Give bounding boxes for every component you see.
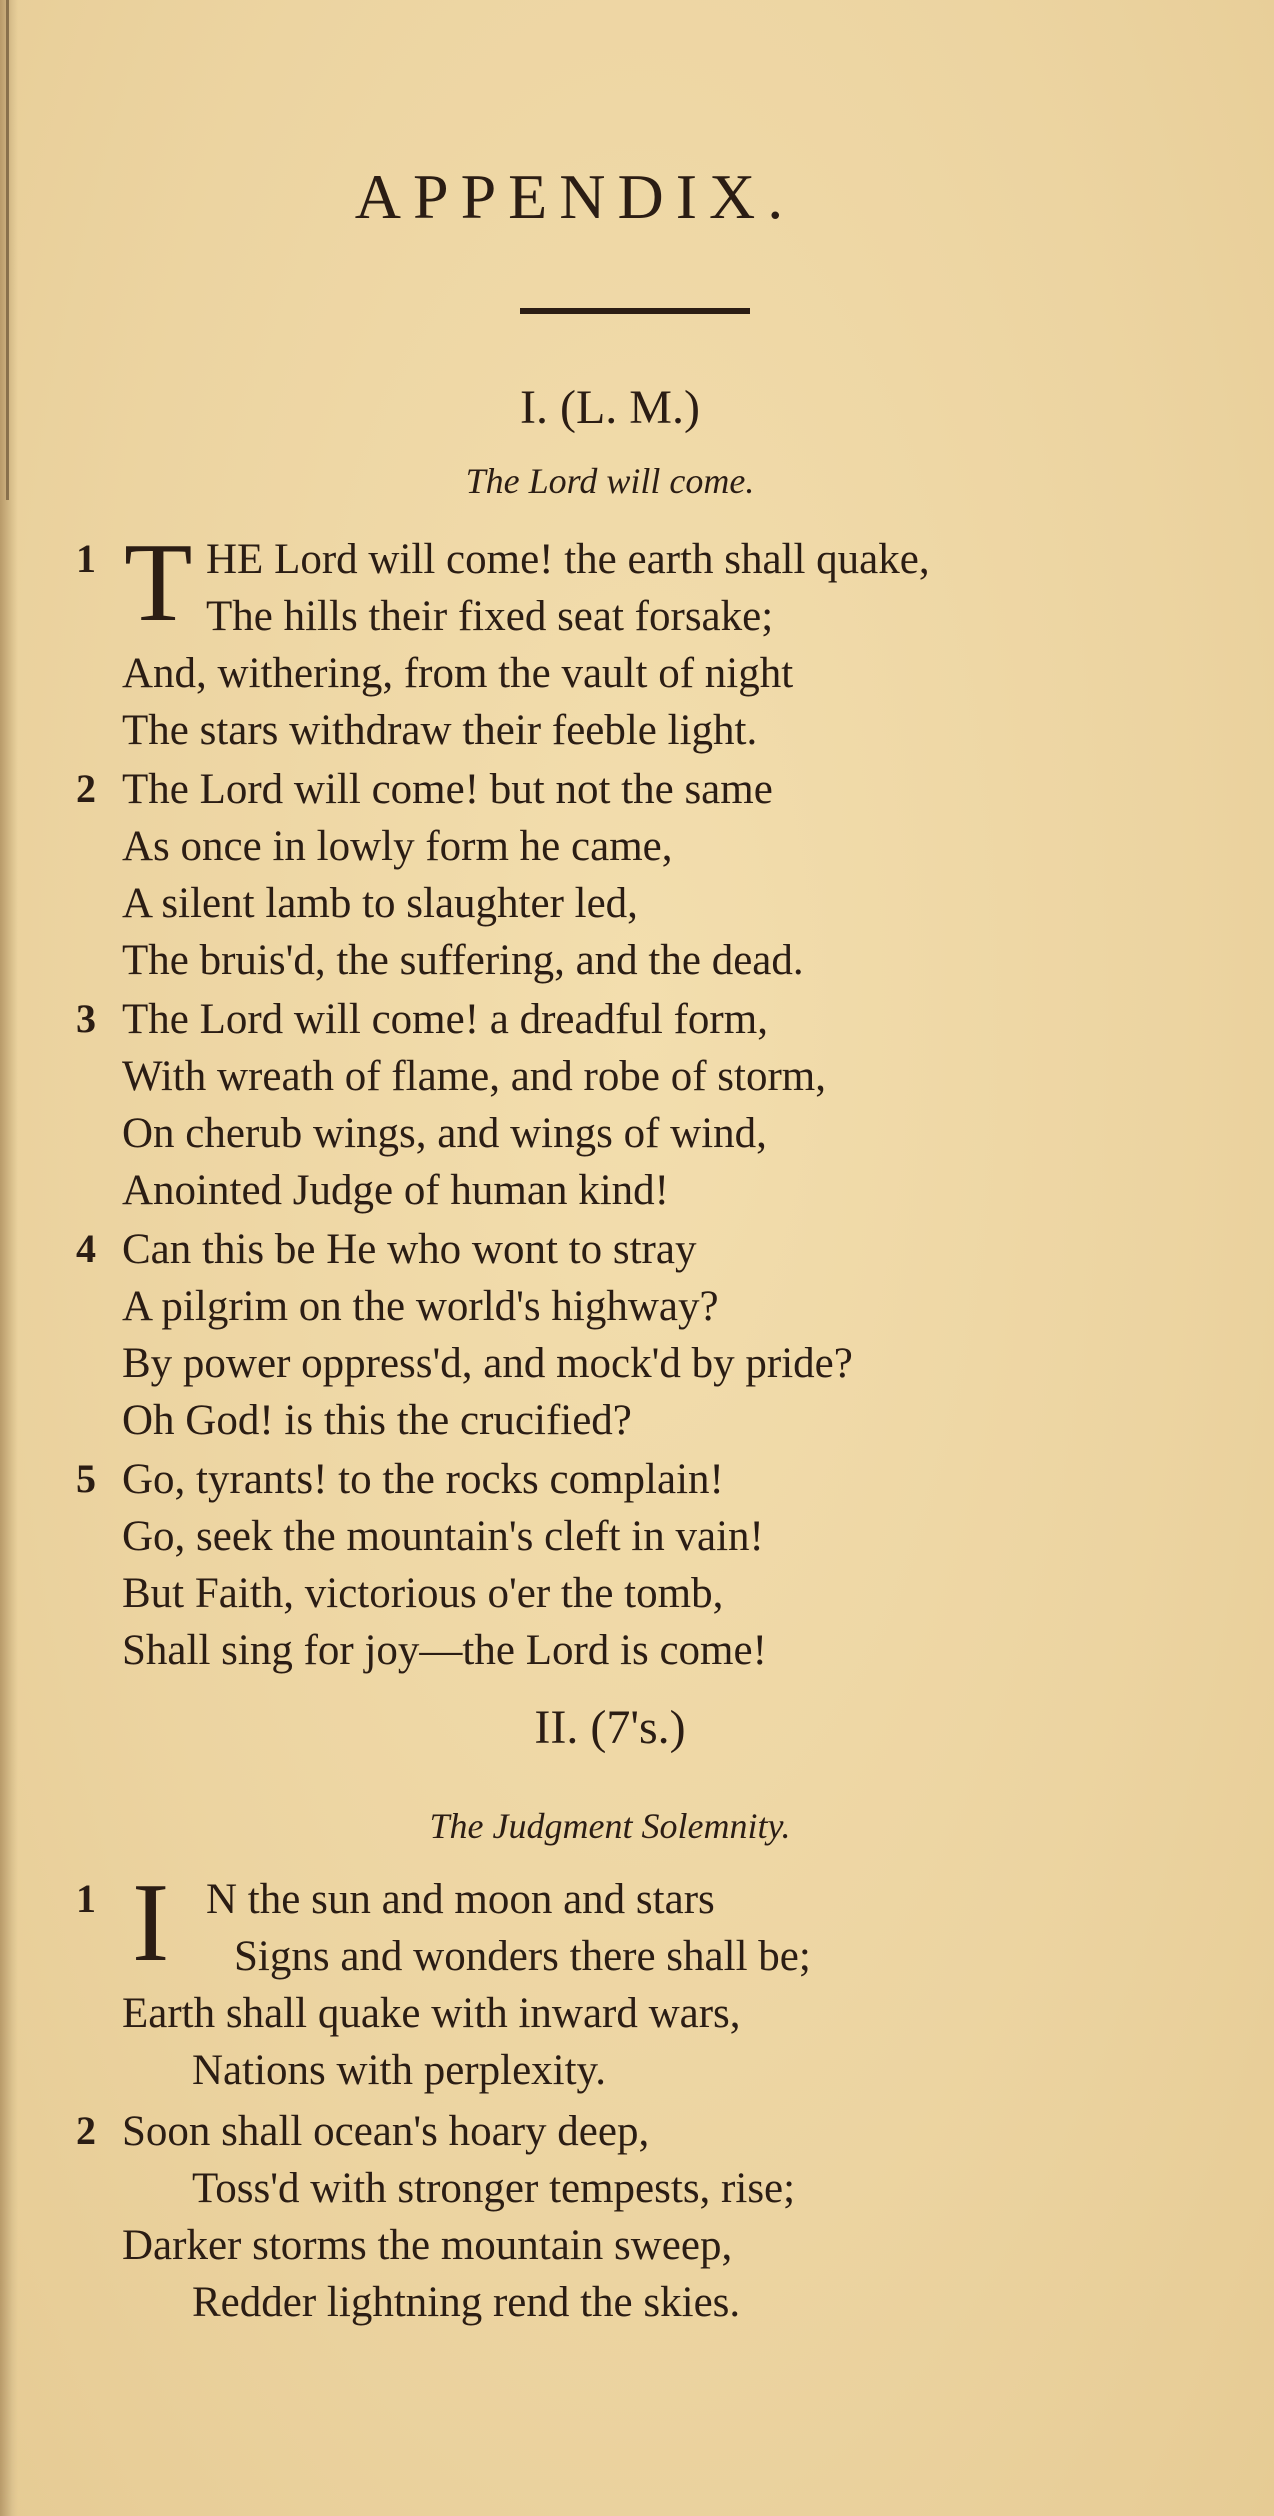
verse-line: Shall sing for joy—the Lord is come! <box>122 1627 767 1674</box>
verse-line: A silent lamb to slaughter led, <box>122 880 638 927</box>
drop-cap: T <box>124 521 193 645</box>
verse-line: By power oppress'd, and mock'd by pride? <box>122 1340 853 1387</box>
verse-line: The stars withdraw their feeble light. <box>122 707 758 754</box>
verse-line: But Faith, victorious o'er the tomb, <box>122 1570 724 1617</box>
verse-line: A pilgrim on the world's highway? <box>122 1283 719 1330</box>
verse-line: Can this be He who wont to stray <box>122 1226 697 1273</box>
verse-line: On cherub wings, and wings of wind, <box>122 1110 767 1157</box>
verse-number: 2 <box>76 766 96 811</box>
verse-line: Anointed Judge of human kind! <box>122 1167 669 1214</box>
verse-line: Darker storms the mountain sweep, <box>122 2222 733 2269</box>
verse-line: Redder lightning rend the skies. <box>192 2279 741 2326</box>
page-content <box>76 0 1230 2516</box>
verse-line: Oh God! is this the crucified? <box>122 1397 632 1444</box>
verse-number: 5 <box>76 1456 96 1501</box>
verse-number: 1 <box>76 1876 96 1921</box>
hymn-2-subtitle: The Judgment Solemnity. <box>429 1806 791 1846</box>
verse-line: With wreath of flame, and robe of storm, <box>122 1053 826 1100</box>
verse-line: Soon shall ocean's hoary deep, <box>122 2108 650 2155</box>
verse-number: 3 <box>76 996 96 1041</box>
verse-line: Go, tyrants! to the rocks complain! <box>122 1456 724 1503</box>
hymn-1-heading: I. (L. M.) <box>520 381 700 434</box>
verse-line: N the sun and moon and stars <box>206 1876 715 1923</box>
page-binding-edge <box>0 0 18 2516</box>
drop-cap: I <box>132 1861 170 1985</box>
verse-line: Toss'd with stronger tempests, rise; <box>192 2165 796 2212</box>
verse-number: 1 <box>76 536 96 581</box>
verse-line: Signs and wonders there shall be; <box>234 1933 811 1980</box>
title-rule <box>520 308 750 314</box>
verse-line: Go, seek the mountain's cleft in vain! <box>122 1513 764 1560</box>
hymn-1-subtitle: The Lord will come. <box>465 461 755 501</box>
verse-line: Earth shall quake with inward wars, <box>122 1990 741 2037</box>
verse-line: The Lord will come! but not the same <box>122 766 773 813</box>
verse-number: 4 <box>76 1226 96 1271</box>
verse-number: 2 <box>76 2108 96 2153</box>
page-title: APPENDIX. <box>354 161 796 232</box>
verse-line: The Lord will come! a dreadful form, <box>122 996 768 1043</box>
verse-line: The hills their fixed seat forsake; <box>206 593 774 640</box>
verse-line: Nations with perplexity. <box>192 2047 607 2094</box>
binding-line <box>6 0 9 500</box>
verse-line: The bruis'd, the suffering, and the dead. <box>122 937 804 984</box>
verse-line: And, withering, from the vault of night <box>122 650 794 697</box>
hymn-2-heading: II. (7's.) <box>534 1701 686 1754</box>
verse-line: HE Lord will come! the earth shall quake, <box>206 536 930 583</box>
verse-line: As once in lowly form he came, <box>122 823 673 870</box>
